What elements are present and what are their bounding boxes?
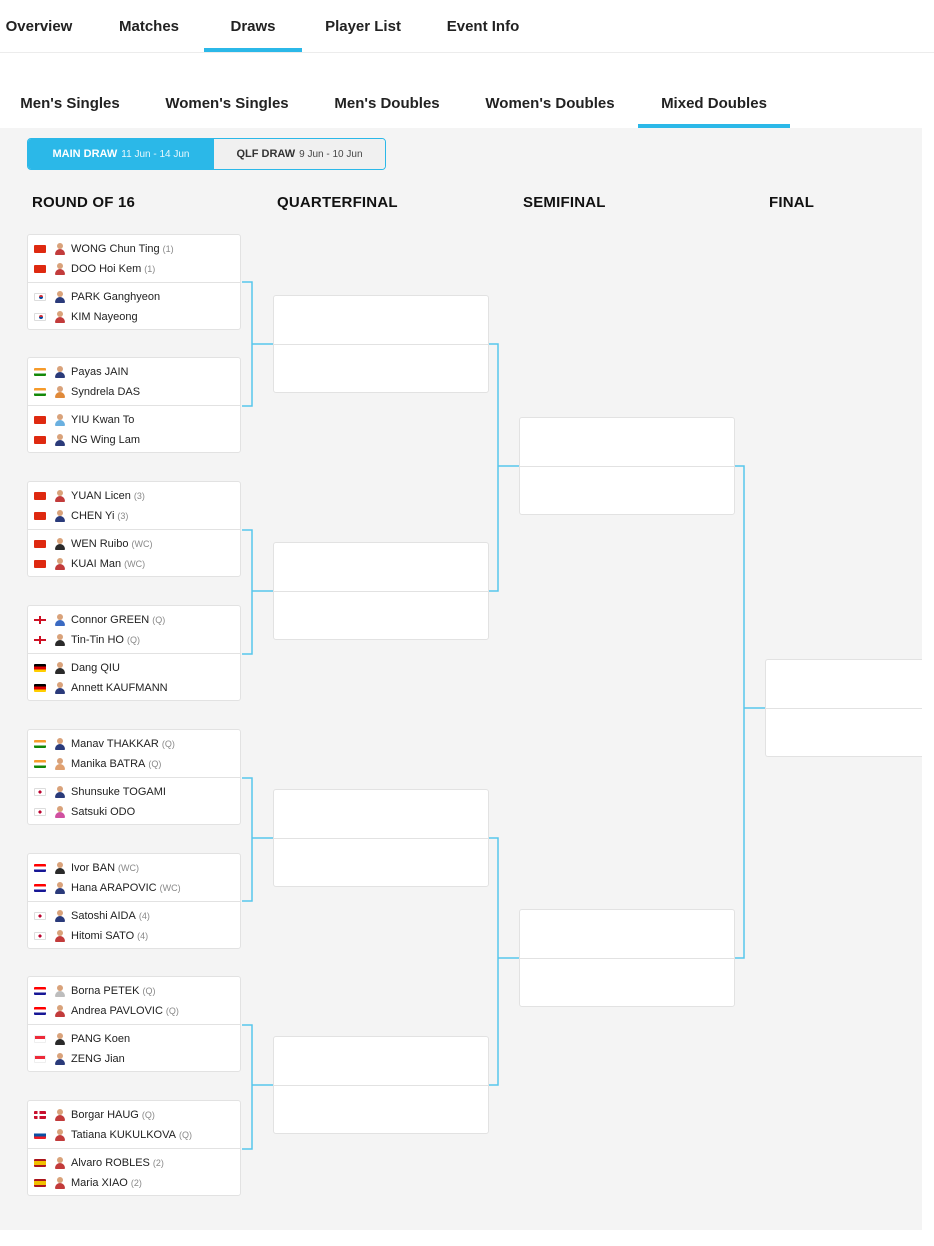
player-avatar-icon: [55, 614, 65, 626]
kr-flag-icon: [34, 313, 46, 321]
player-row: KUAI Man (WC): [34, 556, 145, 572]
de-flag-icon: [34, 664, 46, 672]
player-avatar-icon: [55, 263, 65, 275]
player-row: WONG Chun Ting (1): [34, 241, 174, 257]
top-nav: [0, 0, 934, 53]
in-flag-icon: [34, 740, 46, 748]
in-flag-icon: [34, 760, 46, 768]
qf-match-1[interactable]: [273, 295, 489, 393]
round-title-sf: SEMIFINAL: [523, 194, 606, 211]
player-avatar-icon: [55, 1053, 65, 1065]
tab-mens-doubles[interactable]: Men's Doubles: [334, 95, 440, 112]
sf-match-2[interactable]: [519, 909, 735, 1007]
player-row: CHEN Yi (3): [34, 508, 128, 524]
tab-womens-singles[interactable]: Women's Singles: [165, 95, 289, 112]
player-row: Alvaro ROBLES (2): [34, 1155, 164, 1171]
r16-match-3[interactable]: [27, 481, 241, 577]
in-flag-icon: [34, 368, 46, 376]
player-row: Annett KAUFMANN: [34, 680, 171, 696]
player-avatar-icon: [55, 910, 65, 922]
player-avatar-icon: [55, 985, 65, 997]
in-flag-icon: [34, 388, 46, 396]
player-row: Hitomi SATO (4): [34, 928, 148, 944]
player-avatar-icon: [55, 930, 65, 942]
player-avatar-icon: [55, 1177, 65, 1189]
tab-womens-doubles[interactable]: Women's Doubles: [485, 95, 615, 112]
r16-match-5[interactable]: [27, 729, 241, 825]
hr-flag-icon: [34, 1007, 46, 1015]
player-row: WEN Ruibo (WC): [34, 536, 152, 552]
player-row: Manika BATRA (Q): [34, 756, 161, 772]
sf-match-1[interactable]: [519, 417, 735, 515]
cn-flag-icon: [34, 512, 46, 520]
player-row: KIM Nayeong: [34, 309, 141, 325]
final-match[interactable]: [765, 659, 922, 757]
kr-flag-icon: [34, 293, 46, 301]
player-avatar-icon: [55, 434, 65, 446]
player-avatar-icon: [55, 1033, 65, 1045]
sk-flag-icon: [34, 1131, 46, 1139]
player-row: Borna PETEK (Q): [34, 983, 155, 999]
dk-flag-icon: [34, 1111, 46, 1119]
player-avatar-icon: [55, 634, 65, 646]
jp-flag-icon: [34, 788, 46, 796]
player-avatar-icon: [55, 786, 65, 798]
player-avatar-icon: [55, 366, 65, 378]
player-avatar-icon: [55, 1005, 65, 1017]
player-row: Tin-Tin HO (Q): [34, 632, 140, 648]
player-row: Payas JAIN: [34, 364, 131, 380]
qf-match-2[interactable]: [273, 542, 489, 640]
draw-toggle: [27, 138, 386, 170]
tab-mixed-doubles[interactable]: Mixed Doubles: [638, 80, 790, 128]
round-title-qf: QUARTERFINAL: [277, 194, 398, 211]
r16-match-6[interactable]: [27, 853, 241, 949]
en-flag-icon: [34, 636, 46, 644]
player-row: YIU Kwan To: [34, 412, 137, 428]
r16-match-7[interactable]: [27, 976, 241, 1072]
player-avatar-icon: [55, 558, 65, 570]
player-row: Satoshi AIDA (4): [34, 908, 150, 924]
player-avatar-icon: [55, 682, 65, 694]
player-row: Maria XIAO (2): [34, 1175, 142, 1191]
player-row: NG Wing Lam: [34, 432, 143, 448]
player-avatar-icon: [55, 510, 65, 522]
player-row: Hana ARAPOVIC (WC): [34, 880, 181, 896]
qf-match-4[interactable]: [273, 1036, 489, 1134]
r16-match-1[interactable]: [27, 234, 241, 330]
hk-flag-icon: [34, 416, 46, 424]
player-row: Satsuki ODO: [34, 804, 138, 820]
player-row: Tatiana KUKULKOVA (Q): [34, 1127, 192, 1143]
player-row: Manav THAKKAR (Q): [34, 736, 175, 752]
player-avatar-icon: [55, 806, 65, 818]
qualifying-draw-button[interactable]: QLF DRAW 9 Jun - 10 Jun: [214, 139, 385, 169]
hr-flag-icon: [34, 987, 46, 995]
hr-flag-icon: [34, 864, 46, 872]
player-row: Syndrela DAS: [34, 384, 143, 400]
round-title-final: FINAL: [769, 194, 815, 211]
tab-matches[interactable]: Matches: [118, 18, 180, 35]
hk-flag-icon: [34, 245, 46, 253]
player-avatar-icon: [55, 758, 65, 770]
player-avatar-icon: [55, 1109, 65, 1121]
player-row: Shunsuke TOGAMI: [34, 784, 169, 800]
jp-flag-icon: [34, 932, 46, 940]
es-flag-icon: [34, 1179, 46, 1187]
player-row: Dang QIU: [34, 660, 123, 676]
player-avatar-icon: [55, 538, 65, 550]
player-avatar-icon: [55, 882, 65, 894]
player-row: Ivor BAN (WC): [34, 860, 139, 876]
player-row: PARK Ganghyeon: [34, 289, 163, 305]
sg-flag-icon: [34, 1035, 46, 1043]
player-row: Andrea PAVLOVIC (Q): [34, 1003, 179, 1019]
hk-flag-icon: [34, 265, 46, 273]
qf-match-3[interactable]: [273, 789, 489, 887]
tab-mens-singles[interactable]: Men's Singles: [20, 95, 120, 112]
player-avatar-icon: [55, 1157, 65, 1169]
player-avatar-icon: [55, 291, 65, 303]
player-avatar-icon: [55, 311, 65, 323]
player-avatar-icon: [55, 662, 65, 674]
tab-player-list[interactable]: Player List: [325, 18, 401, 35]
draw-stage: [0, 128, 922, 1230]
tab-event-info[interactable]: Event Info: [446, 18, 520, 35]
player-avatar-icon: [55, 414, 65, 426]
cn-flag-icon: [34, 560, 46, 568]
player-row: Connor GREEN (Q): [34, 612, 165, 628]
jp-flag-icon: [34, 808, 46, 816]
player-row: DOO Hoi Kem (1): [34, 261, 155, 277]
r16-match-4[interactable]: [27, 605, 241, 701]
player-avatar-icon: [55, 243, 65, 255]
player-avatar-icon: [55, 490, 65, 502]
es-flag-icon: [34, 1159, 46, 1167]
r16-match-8[interactable]: [27, 1100, 241, 1196]
round-title-r16: ROUND OF 16: [32, 194, 136, 211]
player-row: Borgar HAUG (Q): [34, 1107, 155, 1123]
hk-flag-icon: [34, 436, 46, 444]
player-avatar-icon: [55, 862, 65, 874]
main-draw-button[interactable]: MAIN DRAW 11 Jun - 14 Jun: [28, 139, 214, 169]
tab-draws[interactable]: Draws: [204, 0, 302, 52]
player-avatar-icon: [55, 738, 65, 750]
sg-flag-icon: [34, 1055, 46, 1063]
hr-flag-icon: [34, 884, 46, 892]
tab-overview[interactable]: Overview: [5, 18, 73, 35]
event-tabs: [0, 80, 934, 128]
de-flag-icon: [34, 684, 46, 692]
cn-flag-icon: [34, 540, 46, 548]
jp-flag-icon: [34, 912, 46, 920]
en-flag-icon: [34, 616, 46, 624]
cn-flag-icon: [34, 492, 46, 500]
player-row: YUAN Licen (3): [34, 488, 145, 504]
player-row: ZENG Jian: [34, 1051, 128, 1067]
player-avatar-icon: [55, 1129, 65, 1141]
player-avatar-icon: [55, 386, 65, 398]
player-row: PANG Koen: [34, 1031, 133, 1047]
r16-match-2[interactable]: [27, 357, 241, 453]
